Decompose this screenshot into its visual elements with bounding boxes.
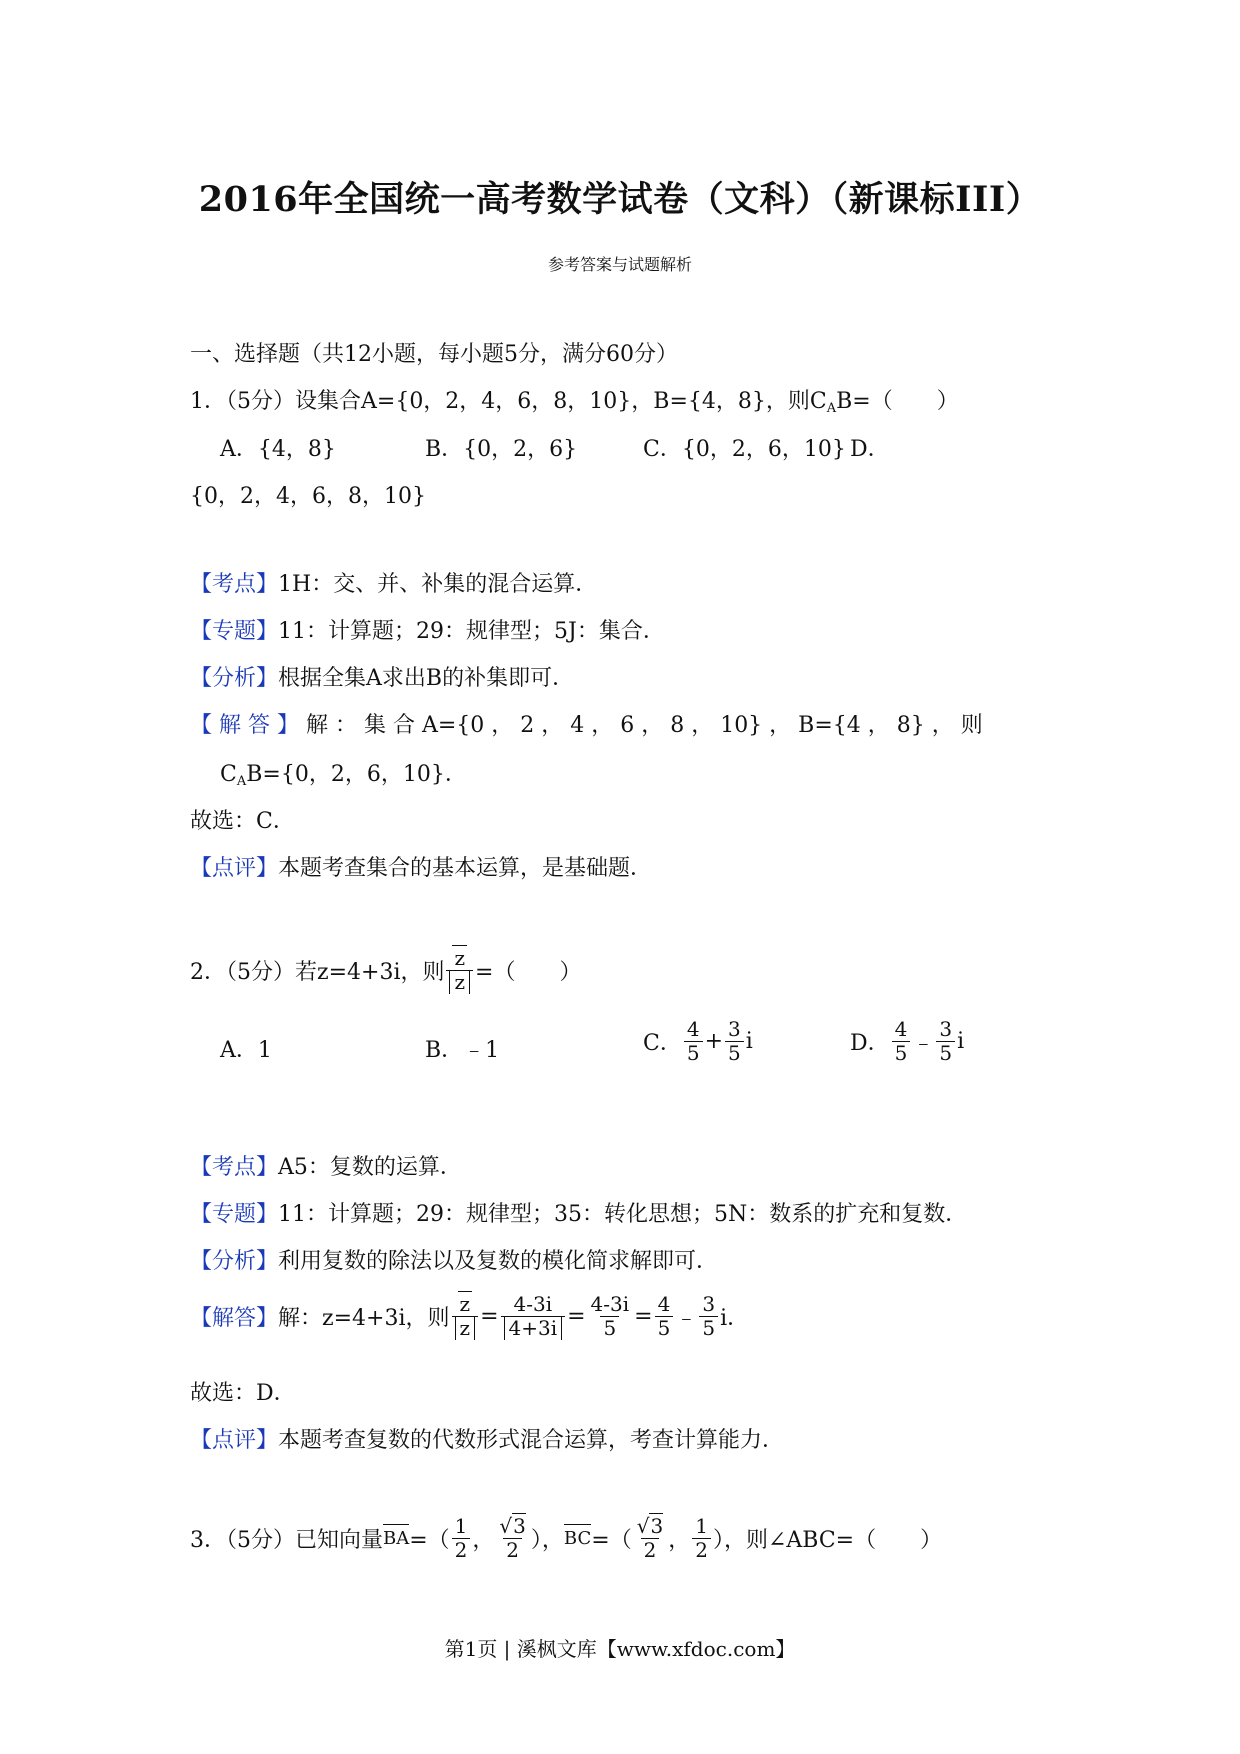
q1-fenxi: 【分析】根据全集A求出B的补集即可． [190,666,575,691]
q2-jieda: 【解答】解：z=4+3i，则 $\frac{z}{z}$ = $\frac{4-3i}{4+3i}$ = $\frac{4-3i}{5}$ = $\frac{4}{5}$ ﹣ $\frac{3}{5}$ i． [190,1292,750,1340]
q1-option-b: B．{0，2，6} [425,437,578,462]
page-title: 2016年全国统一高考数学试卷（文科）（新课标III） [198,179,1042,220]
section-heading: 一、选择题（共12小题，每小题5分，满分60分） [190,342,678,367]
q2-zhuanti: 【专题】11：计算题；29：规律型；35：转化思想；5N：数系的扩充和复数． [190,1202,968,1227]
page-footer: 第1页 | 溪枫文库【www.xfdoc.com】 [444,1637,796,1661]
q1-option-d-label: D． [850,437,890,462]
q1-zhuanti: 【专题】11：计算题；29：规律型；5J：集合． [190,619,665,644]
q3-stem: 3．（5分）已知向量BA=（ $\frac{1}{2}$ ， $\frac{√3}{2}$ ），BC=（ $\frac{√3}{2}$ ， $\frac{1}{2}$ ），则∠ABC=（ ） [190,1514,943,1562]
q1-option-d-value: {0，2，4，6，8，10} [190,484,426,509]
q1-jieda: 【 解 答 】 解 ： 集 合 A={0 ， 2 ， 4 ， 6 ， 8 ， 10} ， B={4 ， 8} ， 则 [190,713,983,738]
q1-option-a: A．{4，8} [220,437,336,462]
q1-option-c: C．{0，2，6，10} [643,437,846,462]
q1-answer: 故选：C． [190,809,295,834]
q1-stem: 1．（5分）设集合A={0，2，4，6，8，10}，B={4，8}，则$C_AB=$（ ） [190,389,959,416]
q2-option-a: A．1 [220,1038,272,1063]
q2-kaodian: 【考点】A5：复数的运算． [190,1155,462,1180]
q2-fenxi: 【分析】利用复数的除法以及复数的模化简求解即可． [190,1249,719,1274]
q2-stem-fraction: $\frac{z}{z}$ [446,947,473,994]
q2-option-d: D． $\frac{4}{5}$ ﹣ $\frac{3}{5}$ i [850,1017,965,1065]
q2-stem: 2．（5分）若z=4+3i，则 $\frac{z}{z}$ =（ ） [190,946,582,994]
q1-jieda-cont: $C_AB=\{0$，2，6，10}． [220,762,467,789]
page-subtitle: 参考答案与试题解析 [547,255,692,274]
q2-answer: 故选：D． [190,1381,296,1406]
q1-kaodian: 【考点】1H：交、并、补集的混合运算． [190,572,598,597]
q2-option-b: B．﹣1 [425,1038,500,1063]
q1-dianping: 【点评】本题考查集合的基本运算，是基础题． [190,856,653,881]
q2-dianping: 【点评】本题考查复数的代数形式混合运算，考查计算能力． [190,1428,785,1453]
q2-option-c: C． $\frac{4}{5}$ + $\frac{3}{5}$ i [643,1017,753,1065]
